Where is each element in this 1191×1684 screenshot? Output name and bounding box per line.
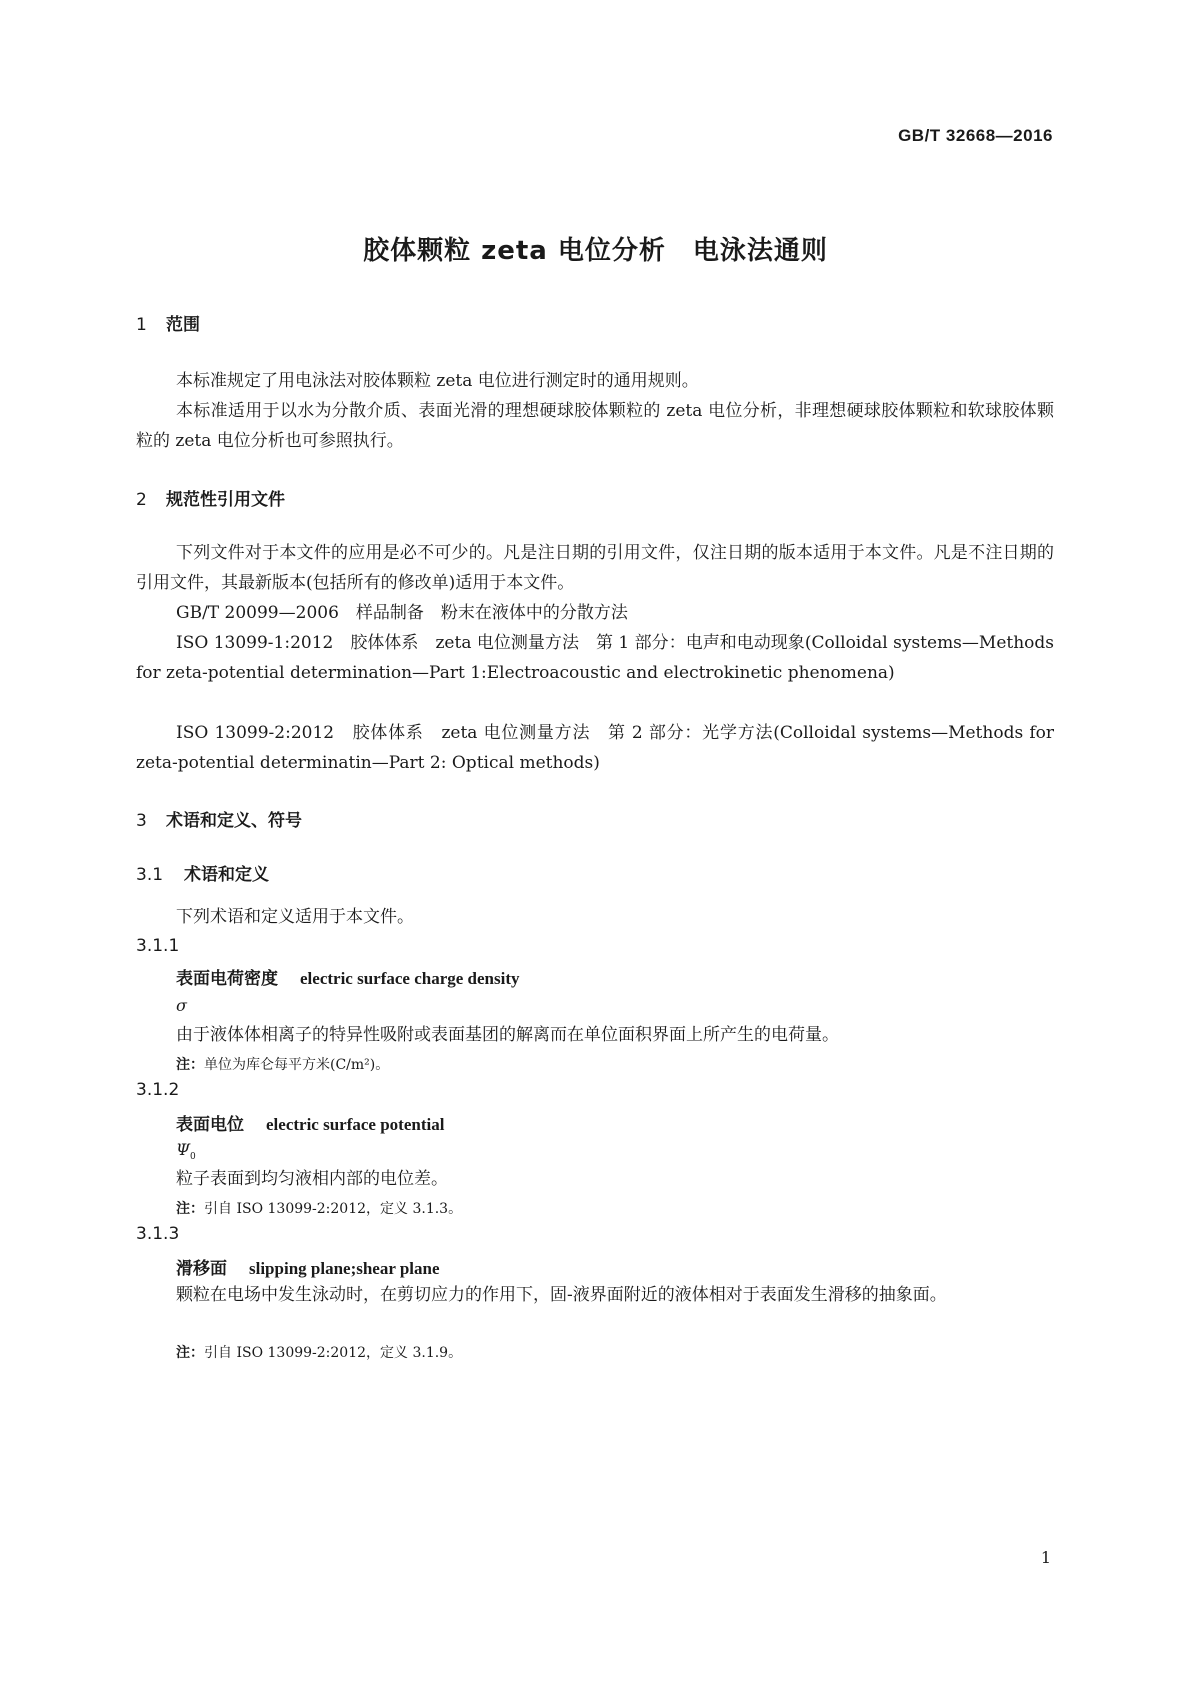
term-symbol: [176, 1140, 196, 1162]
note-text: 引自 ISO 13099-2:2012，定义 3.1.9。: [204, 1345, 463, 1361]
term-definition: 由于液体体相离子的特异性吸附或表面基团的解离而在单位面积界面上所产生的电荷量。: [176, 1025, 839, 1045]
term-chinese: 滑移面: [176, 1259, 227, 1279]
reference-gbt-20099: GB/T 20099—2006 样品制备 粉末在液体中的分散方法: [176, 603, 628, 623]
standard-code: GB/T 32668—2016: [898, 126, 1053, 145]
terms-intro: 下列术语和定义适用于本文件。: [176, 907, 414, 927]
reference-iso-13099-1: ISO 13099-1:2012 胶体体系 zeta 电位测量方法 第 1 部分：电声和电动现象(Colloidal systems—Methods for zeta-potential determination—Part 1:Electroacoustic and electrokinetic phenomena): [136, 633, 1054, 683]
section-number: 1: [136, 315, 147, 335]
term-symbol: [176, 996, 187, 1015]
note-text: 引自 ISO 13099-2:2012，定义 3.1.3。: [204, 1201, 463, 1217]
term-number: 3.1.2: [136, 1080, 180, 1100]
term-title: [176, 1254, 440, 1279]
note-label: 注：: [176, 1057, 204, 1073]
term-note: [176, 1342, 462, 1362]
page-number: 1: [1040, 1548, 1051, 1567]
term-english: electric surface potential: [266, 1115, 445, 1134]
term-definition: 颗粒在电场中发生泳动时，在剪切应力的作用下，固-液界面附近的液体相对于表面发生滑移的抽象面。: [176, 1285, 947, 1305]
term-chinese: 表面电荷密度: [176, 969, 278, 989]
section-title: 规范性引用文件: [166, 490, 285, 510]
term-title: [176, 964, 520, 989]
term-english: electric surface charge density: [300, 969, 520, 988]
section-number: 3: [136, 811, 147, 831]
reference-iso-13099-2: ISO 13099-2:2012 胶体体系 zeta 电位测量方法 第 2 部分：光学方法(Colloidal systems—Methods for zeta-potential determinatin—Part 2: Optical methods): [136, 723, 1054, 773]
term-chinese: 表面电位: [176, 1115, 244, 1135]
symbol-psi: Ψ: [176, 1140, 191, 1159]
term-note: [176, 1054, 389, 1074]
section-3-heading: [136, 806, 302, 831]
document-title: 胶体颗粒 zeta 电位分析 电泳法通则: [363, 236, 828, 266]
section-3-1-heading: [136, 860, 269, 885]
section-title: 术语和定义: [184, 865, 269, 885]
section-1-heading: [136, 310, 200, 335]
normative-intro: 下列文件对于本文件的应用是必不可少的。凡是注日期的引用文件，仅注日期的版本适用于本文件。凡是不注日期的引用文件，其最新版本(包括所有的修改单)适用于本文件。: [136, 543, 1054, 593]
note-text: 单位为库仑每平方米(C/m²)。: [204, 1057, 390, 1073]
section-2-heading: [136, 485, 285, 510]
term-title: [176, 1110, 444, 1135]
section-title: 范围: [166, 315, 200, 335]
note-label: 注：: [176, 1201, 204, 1217]
symbol-sigma: σ: [176, 996, 187, 1015]
term-number: 3.1.3: [136, 1224, 180, 1244]
section-number: 3.1: [136, 865, 164, 885]
scope-paragraph-2: 本标准适用于以水为分散介质、表面光滑的理想硬球胶体颗粒的 zeta 电位分析，非理想硬球胶体颗粒和软球胶体颗粒的 zeta 电位分析也可参照执行。: [136, 401, 1054, 451]
note-label: 注：: [176, 1345, 204, 1361]
scope-paragraph-1: 本标准规定了用电泳法对胶体颗粒 zeta 电位进行测定时的通用规则。: [176, 371, 699, 391]
symbol-subscript: 0: [190, 1152, 196, 1163]
term-english: slipping plane;shear plane: [249, 1259, 440, 1278]
section-title: 术语和定义、符号: [166, 811, 302, 831]
term-definition: 粒子表面到均匀液相内部的电位差。: [176, 1169, 448, 1189]
term-number: 3.1.1: [136, 936, 180, 956]
section-number: 2: [136, 490, 147, 510]
term-note: [176, 1198, 462, 1218]
